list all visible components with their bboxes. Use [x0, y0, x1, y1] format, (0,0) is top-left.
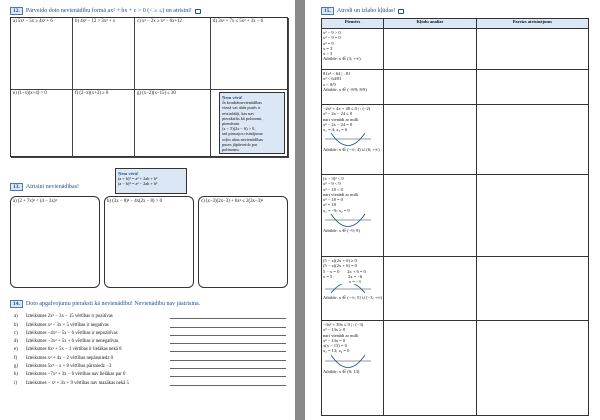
solution-line: x₁ = 13; x₂ = 0 — [323, 348, 350, 354]
example-cell — [322, 321, 384, 416]
task-12-header — [10, 7, 201, 15]
solution-line: −3x² + 39x ≤ 0 | : (−3) — [323, 322, 364, 327]
solution-line: x = 3 — [323, 45, 333, 51]
solution-line: x₁ = −9; x₂ = 9 — [323, 207, 350, 213]
answer-line[interactable] — [170, 373, 286, 377]
item-text: Izteiksmes 6x² + 5x − 1 vērtības ir lielākas nekā 8 — [26, 347, 122, 353]
pencil-icon — [398, 9, 404, 14]
solution-line: x² < 64/81 — [323, 76, 342, 82]
column-header: Piemērs — [322, 19, 384, 29]
task-15-header — [321, 7, 404, 15]
task-12-item-a[interactable]: a) 5x² − 5x ≥ 4x² + 6 — [11, 18, 73, 90]
solution-line: x₁ = 4; x₂ = 6 — [323, 127, 348, 133]
solution-line: x < 8/9 — [323, 81, 336, 87]
answer-line[interactable] — [170, 357, 286, 361]
item-label: f) — [14, 355, 18, 361]
task-13-title: Atrisini nevienādības! — [25, 184, 80, 190]
list-item — [14, 344, 286, 352]
solution-line: x² − 9 = 0 — [323, 35, 341, 41]
task-12-note — [219, 92, 285, 154]
solution-line: nari vienādi ar nulli — [323, 116, 359, 122]
task-14-number: 14. — [10, 300, 23, 308]
item-label: b) — [14, 322, 18, 328]
example-cell — [322, 175, 384, 257]
example-cell — [322, 70, 384, 105]
item-label: h) — [14, 372, 18, 378]
solution-line: 5 − x = 0 2x + 6 = 0 — [323, 268, 366, 274]
list-item — [14, 328, 286, 336]
item-text: Izteiksmes x² − 3x + 5 vērtības ir negatīvas — [26, 322, 109, 328]
note-line: pierakstīts kā polinomi, — [222, 115, 263, 121]
solution-line: x² − 9 > 0 — [323, 30, 341, 35]
example-cell — [322, 29, 384, 70]
task-12-number: 12. — [10, 7, 23, 15]
table-row — [322, 105, 589, 175]
table-row — [322, 70, 589, 105]
solution-line: 81x² < 64 | : 81 — [323, 71, 351, 76]
task-13-number: 13. — [10, 183, 23, 191]
task-13-item-c[interactable]: c) (x−3)(2x−3) + 6x² ≤ 2(3x−3)² — [198, 196, 288, 288]
note-line: (a − b)² = a² − 2ab + b² — [118, 181, 158, 187]
task-15-number: 15. — [321, 7, 334, 15]
answer-line: Atbilde: x ∈ (−∞; 4) ∪ (6; +∞) — [323, 147, 380, 153]
analysis-cell[interactable] — [384, 29, 477, 70]
task-12-item-b[interactable]: b) 4x² − 12 > 3x² + x — [73, 18, 135, 90]
example-cell — [322, 257, 384, 321]
task-15-table — [321, 18, 589, 416]
table-row — [322, 29, 589, 70]
analysis-cell[interactable] — [384, 321, 477, 416]
task-12-item-c[interactable]: c) x² − 2x ≥ x² − 6x+12 — [135, 18, 211, 90]
solution-line: x² = 9 — [323, 40, 334, 46]
item-label: a) — [14, 314, 18, 320]
note-line: polinomu. — [222, 147, 240, 153]
note-line: Ja kvadrātnevienādības — [222, 100, 262, 106]
note-line: tad pirmajos risinājuma — [222, 131, 263, 137]
left-page — [0, 0, 295, 420]
list-item — [14, 369, 286, 377]
answer-line: Atbilde: x ∈ (−9; 9) — [323, 228, 360, 234]
solution-line: Atbilde: x ∈ (3; +∞) — [323, 56, 361, 62]
note-title: Ņem vērā! — [222, 95, 243, 100]
solution-line: (5 − x)(2x + 6) = 0 — [323, 263, 357, 269]
solution-line: nari vienādi ar nulli — [323, 191, 359, 197]
solution-line: x² − 18 = 0 — [323, 197, 343, 203]
list-item — [14, 377, 286, 385]
solution-line: x² − 2x − 24 ≤ 0 — [323, 111, 353, 117]
correct-solution-cell[interactable] — [476, 257, 588, 321]
note-line: puses jāpārveido par — [222, 141, 258, 147]
item-text: Izteiksmes − x² + 3x + 9 vērtības nav mazākas nekā 5 — [26, 380, 129, 386]
solution-line: x² − 9 < 9 — [323, 181, 341, 187]
answer-line[interactable] — [170, 348, 286, 352]
task-12-item-g[interactable]: g) (x−2)(x−15) ≤ 30 — [135, 90, 211, 158]
pencil-icon — [195, 9, 201, 14]
item-label: d) — [14, 339, 18, 345]
item-text: Izteiksmes −7x² + 3x − 6 vērtības nav lielākas par 0 — [26, 372, 126, 378]
item-label: i) — [14, 380, 17, 386]
task-14-title: Doto apgalvojumu pieraksti kā nevienādību! Nevienādību nav jāatrisina. — [25, 301, 201, 307]
column-header: Kļūdu analīze — [384, 19, 477, 29]
task-13-item-a[interactable]: a) (2 + 7x)² < (4 − 3x)² — [10, 196, 100, 288]
solution-line: x > 3 — [323, 51, 333, 57]
item-text: Izteiksmes x² + 4x − 2 vērtības nepārsniedz 0 — [26, 355, 114, 361]
answer-line[interactable] — [170, 365, 286, 369]
item-text: Izteiksmes −4x² − 5x − 6 vērtības ir nepozitīvas — [26, 330, 118, 336]
task-15-title: Atrodi un izlabo kļūdas! — [336, 8, 396, 14]
answer-line: Atbilde: x ∈ (0; 13) — [323, 368, 360, 374]
correct-solution-cell[interactable] — [476, 321, 588, 416]
solution-line: x² = 18 — [323, 202, 336, 208]
correct-solution-cell[interactable] — [476, 105, 588, 175]
task-13-header — [10, 183, 79, 191]
task-12-item-f[interactable]: f) (2−x)(x+3) ≥ 0 — [73, 90, 135, 158]
task-12-item-e[interactable]: e) (1−x)(x+4) > 0 — [11, 90, 73, 158]
item-text: Izteiksmes 5x² − x + 8 vērtības pārsniedz −3 — [26, 364, 112, 370]
solution-line: (5 − x)(2x + 6) ≥ 0 — [323, 258, 357, 263]
answer-line[interactable] — [170, 332, 286, 336]
answer-line[interactable] — [170, 382, 286, 386]
parabola-graph — [323, 213, 373, 227]
note-line: (a + b)² = a² + 2ab + b² — [118, 176, 158, 182]
list-item — [14, 361, 286, 369]
note-line: piemēram — [222, 121, 240, 127]
correct-solution-cell[interactable] — [476, 70, 588, 105]
table-row — [322, 175, 589, 257]
list-item — [14, 319, 286, 327]
parabola-graph — [323, 354, 373, 368]
task-14-list — [14, 311, 286, 386]
task-13-item-b[interactable]: b) (3x − 8)² − 4x(2x − 8) > 0 — [104, 196, 194, 288]
answer-line[interactable] — [170, 340, 286, 344]
analysis-cell[interactable] — [384, 105, 477, 175]
correct-solution-cell[interactable] — [476, 175, 588, 257]
note-line: reizinātāji, kas nav — [222, 110, 255, 116]
parabola-graph — [323, 284, 373, 294]
table-row — [322, 321, 589, 416]
item-label: e) — [14, 347, 18, 353]
solution-line: Atbilde: x ∈ (−8/9; 8/9) — [323, 86, 367, 92]
solution-line: x = 5 2x = −6 — [323, 273, 363, 279]
note-line: soļos abas nevienādības — [222, 136, 264, 142]
note-title: Ņem vērā! — [118, 171, 139, 176]
solution-line: −2x² + 4x + 48 ≤ 0 | : (−2) — [323, 106, 371, 111]
solution-line: x² − 2x − 24 = 0 — [323, 121, 353, 127]
solution-line: x² − 18 < 0 — [323, 186, 343, 192]
task-12-item-d[interactable]: d) 3x² + 7x ≤ 5x² + 3x − 6 — [211, 18, 289, 90]
task-12-title: Pārveido doto nevienādību formā ax² + bx + c > 0 (< ≥ ≤) un atrisini! — [25, 8, 192, 14]
answer-line: Atbilde: x ∈ (−∞; 5] ∪ [−3; +∞) — [323, 295, 383, 301]
table-row — [322, 257, 589, 321]
note-line: vienā vai abās pusēs ir — [222, 105, 261, 111]
right-page — [305, 0, 600, 420]
item-label: c) — [14, 330, 18, 336]
column-header: Pareizs atrisinājums — [476, 19, 588, 29]
answer-line[interactable] — [170, 324, 286, 328]
solution-line: nari vienādi ar nulli — [323, 332, 359, 338]
solution-line: x² − 13x ≥ 0 — [323, 327, 346, 333]
solution-line: (x − 3)² < 9 — [323, 176, 344, 181]
note-line: (x − 5)(2x − 6) > 0, — [222, 126, 256, 132]
correct-solution-cell[interactable] — [476, 29, 588, 70]
list-item — [14, 311, 286, 319]
item-text: Izteiksmes 2x² − 3x − 15 vērtības ir pozitīvas — [26, 314, 113, 320]
answer-line[interactable] — [170, 315, 286, 319]
task-13-note — [115, 168, 187, 194]
example-cell — [322, 105, 384, 175]
task-14-header — [10, 300, 200, 308]
parabola-graph — [323, 132, 373, 146]
list-item — [14, 336, 286, 344]
analysis-cell[interactable] — [384, 257, 477, 321]
solution-line: x(x − 13) = 0 — [323, 343, 347, 349]
analysis-cell[interactable] — [384, 175, 477, 257]
solution-line: x = −3 — [323, 279, 361, 285]
solution-line: x² − 13x = 0 — [323, 337, 346, 343]
analysis-cell[interactable] — [384, 70, 477, 105]
item-label: g) — [14, 364, 18, 370]
list-item — [14, 352, 286, 360]
item-text: Izteiksmes −3x² + 5x + 6 vērtības ir nenegatīvas — [26, 339, 119, 345]
